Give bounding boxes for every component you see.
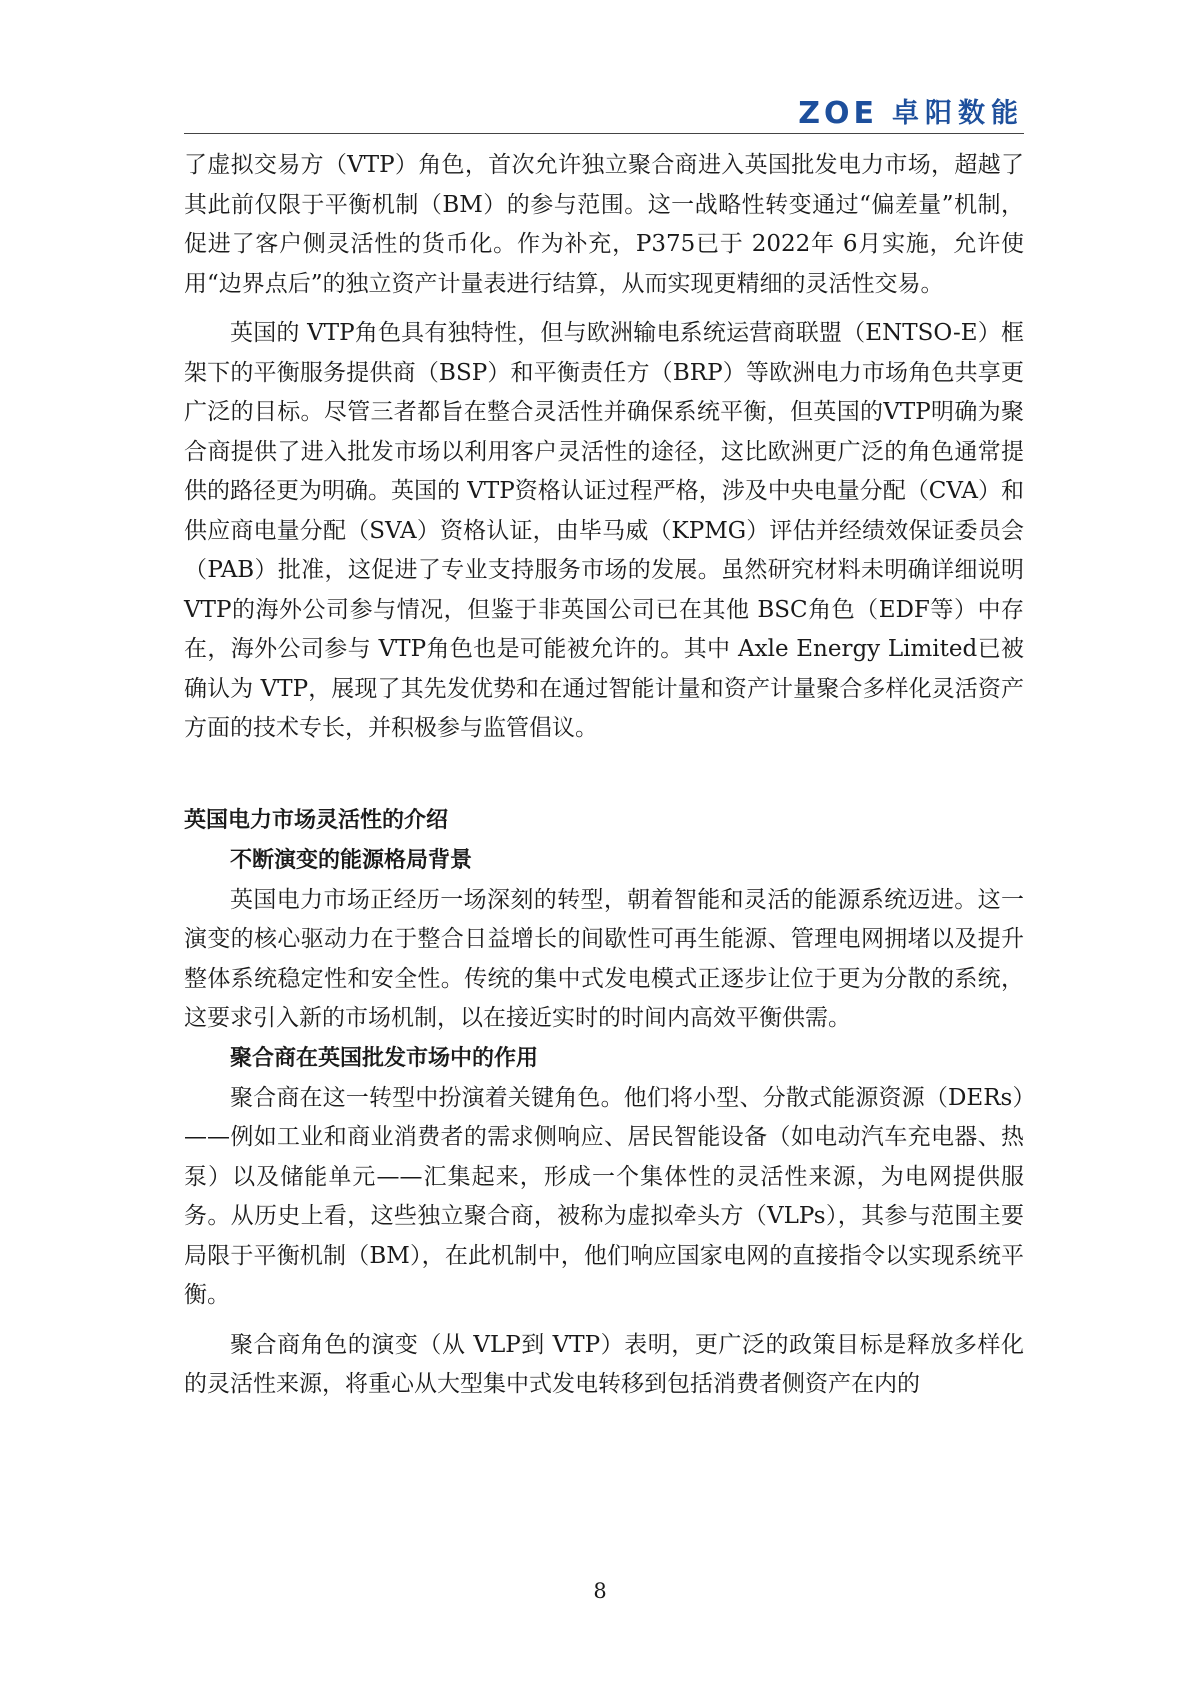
subheading-aggregator-role: 聚合商在英国批发市场中的作用 bbox=[230, 1045, 539, 1071]
page-number: 8 bbox=[593, 1579, 607, 1603]
page-header bbox=[184, 96, 1024, 132]
subheading-energy-landscape: 不断演变的能源格局背景 bbox=[230, 847, 473, 873]
paragraph-vtp-intro: 了虚拟交易方（VTP）角色，首次允许独立聚合商进入英国批发电力市场，超越了其此前仅限于平衡机制（BM）的参与范围。这一战略性转变通过“偏差量”机制，促进了客户侧灵活性的货币化。作为补充，P375已于 2022年 6月实施，允许使用“边界点后”的独立资产计量表进行结算，从而实现更精细的灵活性交易。 bbox=[184, 152, 1024, 297]
header-divider bbox=[184, 133, 1024, 134]
page-body bbox=[184, 146, 1024, 1405]
company-name: 卓阳数能 bbox=[892, 98, 1024, 129]
company-logo bbox=[798, 96, 1024, 132]
section-heading: 英国电力市场灵活性的介绍 bbox=[184, 807, 449, 833]
paragraph-aggregator-role: 聚合商在这一转型中扮演着关键角色。他们将小型、分散式能源资源（DERs）——例如工业和商业消费者的需求侧响应、居民智能设备（如电动汽车充电器、热泵）以及储能单元——汇集起来，形成一个集体性的灵活性来源，为电网提供服务。从历史上看，这些独立聚合商，被称为虚拟牵头方（VLPs），其参与范围主要局限于平衡机制（BM），在此机制中，他们响应国家电网的直接指令以实现系统平衡。 bbox=[184, 1084, 1024, 1308]
logo-mark: ZOE bbox=[798, 96, 878, 131]
paragraph-vtp-role: 英国的 VTP角色具有独特性，但与欧洲输电系统运营商联盟（ENTSO-E）框架下的平衡服务提供商（BSP）和平衡责任方（BRP）等欧洲电力市场角色共享更广泛的目标。尽管三者都旨在整合灵活性并确保系统平衡，但英国的VTP明确为聚合商提供了进入批发市场以利用客户灵活性的途径，这比欧洲更广泛的角色通常提供的路径更为明确。英国的 VTP资格认证过程严格，涉及中央电量分配（CVA）和供应商电量分配（SVA）资格认证，由毕马威（KPMG）评估并经绩效保证委员会（PAB）批准，这促进了专业支持服务市场的发展。虽然研究材料未明确详细说明 VTP的海外公司参与情况，但鉴于非英国公司已在其他 BSC角色（EDF等）中存在，海外公司参与 VTP角色也是可能被允许的。其中 Axle Energy Limited已被确认为 VTP，展现了其先发优势和在通过智能计量和资产计量聚合多样化灵活资产方面的技术专长，并积极参与监管倡议。 bbox=[184, 320, 1024, 741]
paragraph-aggregator-evolution: 聚合商角色的演变（从 VLP到 VTP）表明，更广泛的政策目标是释放多样化的灵活性来源，将重心从大型集中式发电转移到包括消费者侧资产在内的 bbox=[184, 1331, 1024, 1397]
paragraph-energy-landscape: 英国电力市场正经历一场深刻的转型，朝着智能和灵活的能源系统迈进。这一演变的核心驱动力在于整合日益增长的间歇性可再生能源、管理电网拥堵以及提升整体系统稳定性和安全性。传统的集中式发电模式正逐步让位于更为分散的系统，这要求引入新的市场机制，以在接近实时的时间内高效平衡供需。 bbox=[184, 886, 1024, 1031]
